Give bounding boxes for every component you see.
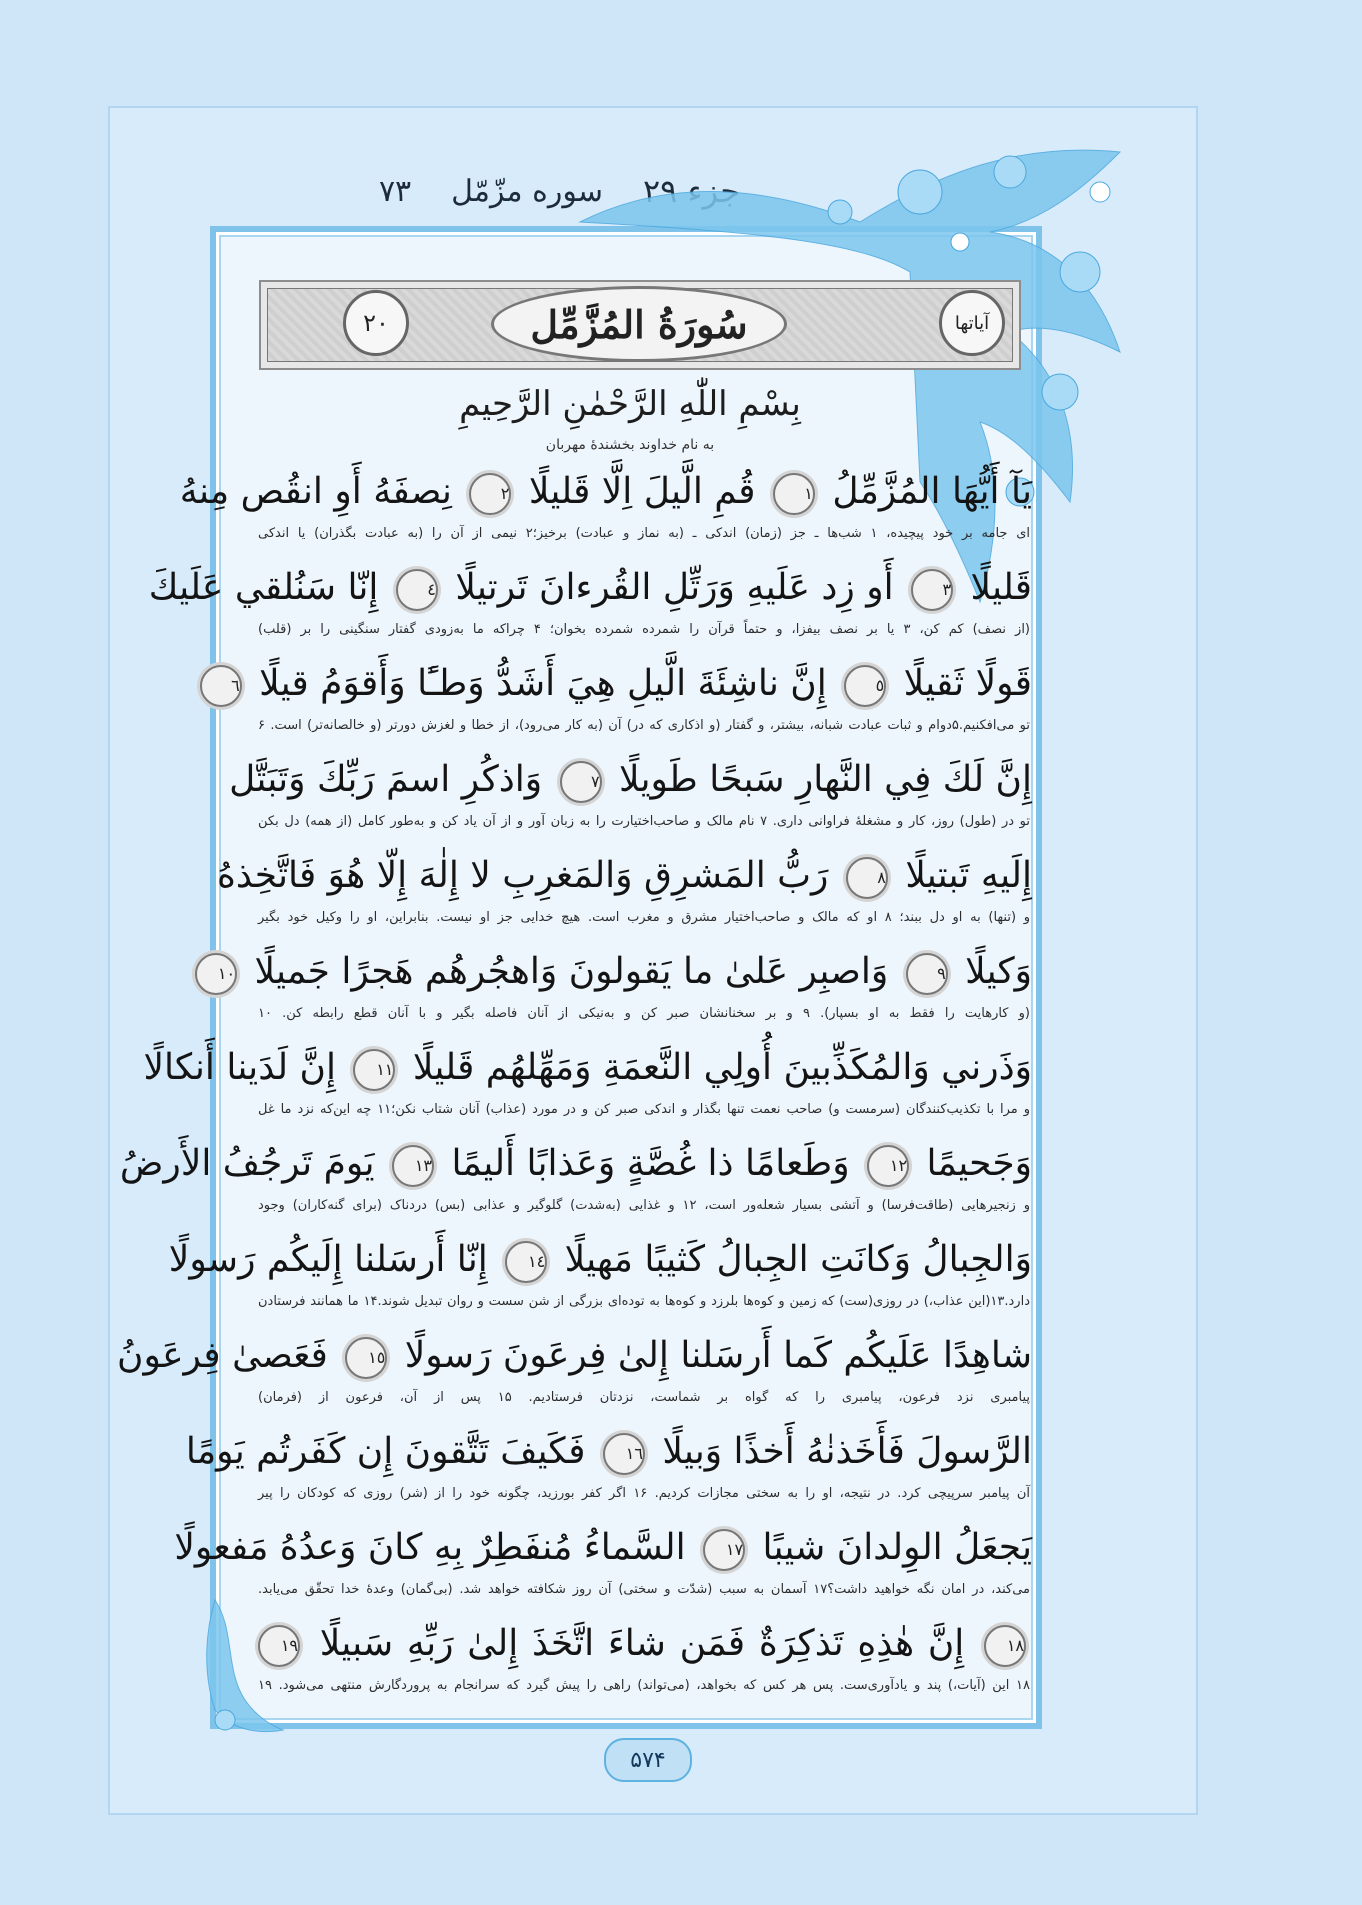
surah-number: ۷۳ xyxy=(378,173,412,209)
verse-translation: می‌کند، در امان نگه خواهید داشت؟۱۷ آسمان به سبب (شدّت و سختی) آن روز شکافته خواهد شد. (بی‌گمان) وعدهٔ خدا تحقّق می‌یابد. xyxy=(258,1582,1031,1597)
verse-number-badge: ١٨ xyxy=(984,1625,1026,1667)
verse-line: قَولًا ثَقيلًا ٥ إِنَّ ناشِئَةَ الَّيلِ هِيَ أَشَدُّ وَطـًٔا وَأَقوَمُ قيلًا ٦ xyxy=(252,652,1032,716)
verse-number-badge: ٤ xyxy=(396,569,438,611)
ayat-label-badge xyxy=(939,290,1005,356)
verse-translation: ۱۸ این (آیات،) پند و یادآوری‌ست. پس هر کس که بخواهد، (می‌تواند) راهی را پیش گیرد که سرانجام به پروردگارش منتهی می‌شود. ۱۹ xyxy=(258,1678,1030,1693)
verse-line: وَذَرني وَالمُكَذِّبينَ أُولِي النَّعمَةِ وَمَهِّلهُم قَليلًا ١١ إِنَّ لَدَينا أَنكالًا xyxy=(252,1036,1032,1100)
verse-line: يَآ أَيُّهَا المُزَّمِّلُ ١ قُمِ الَّيلَ اِلَّا قَليلًا ٢ نِصفَهُ أَوِ انقُص مِنهُ xyxy=(252,460,1032,524)
verse-translation: (از نصف) کم کن، ۳ یا بر نصف بیفزا، و حتماً قرآن را شمرده شمرده بخوان؛ ۴ چراکه ما به‌زودی گفتار سنگینی را بر (قلب) xyxy=(258,622,1030,637)
ayat-label: آیاتها xyxy=(954,312,990,334)
bismillah-translation: به نام خداوند بخشندهٔ مهربان xyxy=(545,437,715,453)
verse-number-badge: ١٣ xyxy=(392,1145,434,1187)
surah-name: سوره مزّمّل xyxy=(451,173,603,209)
verse-number-badge: ٩ xyxy=(906,953,948,995)
verse-line: إِنَّ لَكَ فِي النَّهارِ سَبحًا طَويلًا ٧ وَاذكُرِ اسمَ رَبِّكَ وَتَبَتَّل xyxy=(252,748,1032,812)
verse-number-badge: ١٠ xyxy=(195,953,237,995)
verse-number-badge: ١٩ xyxy=(258,1625,300,1667)
verse-number-badge: ٢ xyxy=(469,473,511,515)
verse-translation: تو می‌افکنیم.۵دوام و ثبات عبادت شبانه، بیشتر، و گفتار (و اذکاری که در) آن (به کار می‌رود)، از خطا و لغزش دورتر (و خالصانه‌تر) است. ۶ xyxy=(258,718,1030,733)
verse-line: وَجَحيمًا ١٢ وَطَعامًا ذا غُصَّةٍ وَعَذابًا أَليمًا ١٣ يَومَ تَرجُفُ الأَرضُ xyxy=(252,1132,1032,1196)
verse-translation: تو در (طول) روز، کار و مشغلهٔ فراوانی داری. ۷ نام مالک و صاحب‌اختیارت را به زبان آور و از آن یاد کن و به‌طور کامل (از همه) دل بکن xyxy=(258,814,1030,829)
verse-translation: و (تنها) به او دل ببند؛ ۸ او که مالک و صاحب‌اختیار مشرق و مغرب است. هیچ خدایی جز او نیست. بنابراین، او را وکیل خود بگیر xyxy=(258,910,1030,925)
verse-translation: و مرا با تکذیب‌کنندگان (سرمست و) صاحب نعمت تنها بگذار و اندکی صبر کن و در مورد (عذاب) آنان شتاب نکن؛۱۱ چه این‌که نزد ما غل xyxy=(258,1102,1030,1117)
verse-number-badge: ٨ xyxy=(846,857,888,899)
verse-line: وَكيلًا ٩ وَاصبِر عَلىٰ ما يَقولونَ وَاهجُرهُم هَجرًا جَميلًا ١٠ xyxy=(252,940,1032,1004)
verse-translation: و زنجیرهایی (طاقت‌فرسا) و آتشی بسیار شعله‌ور است، ۱۲ و غذایی (به‌شدت) گلوگیر و عذابی (بس) دردناک (برای گنه‌کاران) وجود xyxy=(258,1198,1031,1213)
verse-number-badge: ١٤ xyxy=(505,1241,547,1283)
verse-line: شاهِدًا عَلَيكُم كَما أَرسَلنا إِلىٰ فِرعَونَ رَسولًا ١٥ فَعَصىٰ فِرعَونُ xyxy=(252,1324,1032,1388)
ayat-count-badge xyxy=(343,290,409,356)
verse-line: ١٨ إِنَّ هٰذِهِ تَذكِرَةٌ فَمَن شاءَ اتَّخَذَ إِلىٰ رَبِّهِ سَبيلًا ١٩ xyxy=(252,1612,1032,1676)
verse-number-badge: ٣ xyxy=(911,569,953,611)
verse-translation: ای جامه بر خود پیچیده، ۱ شب‌ها ـ جز (زمان) اندکی ـ (به نماز و عبادت) برخیز؛۲ نیمی از آن را (به عبادت بگذران) یا اندکی xyxy=(258,526,1030,541)
surah-banner xyxy=(259,280,1021,370)
verse-line: وَالجِبالُ وَكانَتِ الجِبالُ كَثيبًا مَهيلًا ١٤ إِنّا أَرسَلنا إِلَيكُم رَسولًا xyxy=(252,1228,1032,1292)
verse-line: قَليلًا ٣ أَو زِد عَلَيهِ وَرَتِّلِ القُرءانَ تَرتيلًا ٤ إِنّا سَنُلقي عَلَيكَ xyxy=(252,556,1032,620)
verse-translation: پیامبری نزد فرعون، پیامبری را که گواه بر شماست، نزدتان فرستادیم. ۱۵ پس از آن، فرعون از (فرمان) xyxy=(258,1390,1031,1405)
verse-number-badge: ٦ xyxy=(200,665,242,707)
verse-line: يَجعَلُ الوِلدانَ شيبًا ١٧ السَّماءُ مُنفَطِرٌ بِهِ كانَ وَعدُهُ مَفعولًا xyxy=(252,1516,1032,1580)
verse-line: إِلَيهِ تَبتيلًا ٨ رَبُّ المَشرِقِ وَالمَغرِبِ لا إِلٰهَ إِلّا هُوَ فَاتَّخِذهُ xyxy=(252,844,1032,908)
bismillah: بِسْمِ اللّٰهِ الرَّحْمٰنِ الرَّحِيمِ xyxy=(459,384,801,424)
surah-title: سُورَةُ المُزَّمِّل xyxy=(530,301,748,347)
surah-title-oval xyxy=(491,286,787,362)
verse-line: الرَّسولَ فَأَخَذنٰهُ أَخذًا وَبيلًا ١٦ فَكَيفَ تَتَّقونَ إِن كَفَرتُم يَومًا xyxy=(252,1420,1032,1484)
verse-translation: (و کارهایت را فقط به او بسپار). ۹ و بر سخنانشان صبر کن و به‌نیکی از آنان فاصله بگیر و با آنان قطع رابطه کن. ۱۰ xyxy=(258,1006,1030,1021)
verse-number-badge: ١٥ xyxy=(345,1337,387,1379)
juz-label: جزء ۲۹ xyxy=(642,172,740,210)
page-number: ۵۷۴ xyxy=(604,1738,692,1782)
verse-number-badge: ١٦ xyxy=(603,1433,645,1475)
verse-number-badge: ١٢ xyxy=(867,1145,909,1187)
verse-number-badge: ١١ xyxy=(353,1049,395,1091)
verse-number-badge: ٧ xyxy=(560,761,602,803)
verse-number-badge: ١٧ xyxy=(703,1529,745,1571)
verse-translation: آن پیامبر سرپیچی کرد. در نتیجه، او را به سختی مجازات کردیم. ۱۶ اگر کفر بورزید، چگونه خود را از (شر) روزی که کودکان را پیر xyxy=(258,1486,1030,1501)
ayat-count: ۲۰ xyxy=(363,309,389,337)
verse-number-badge: ٥ xyxy=(844,665,886,707)
verse-number-badge: ١ xyxy=(773,473,815,515)
verse-translation: دارد.۱۳(این عذاب،) در روزی(ست) که زمین و کوه‌ها بلرزد و کوه‌ها به توده‌ای بزرگی از شن سست و روان تبدیل شوند.۱۴ ما همانند فرستادن xyxy=(258,1294,1030,1309)
